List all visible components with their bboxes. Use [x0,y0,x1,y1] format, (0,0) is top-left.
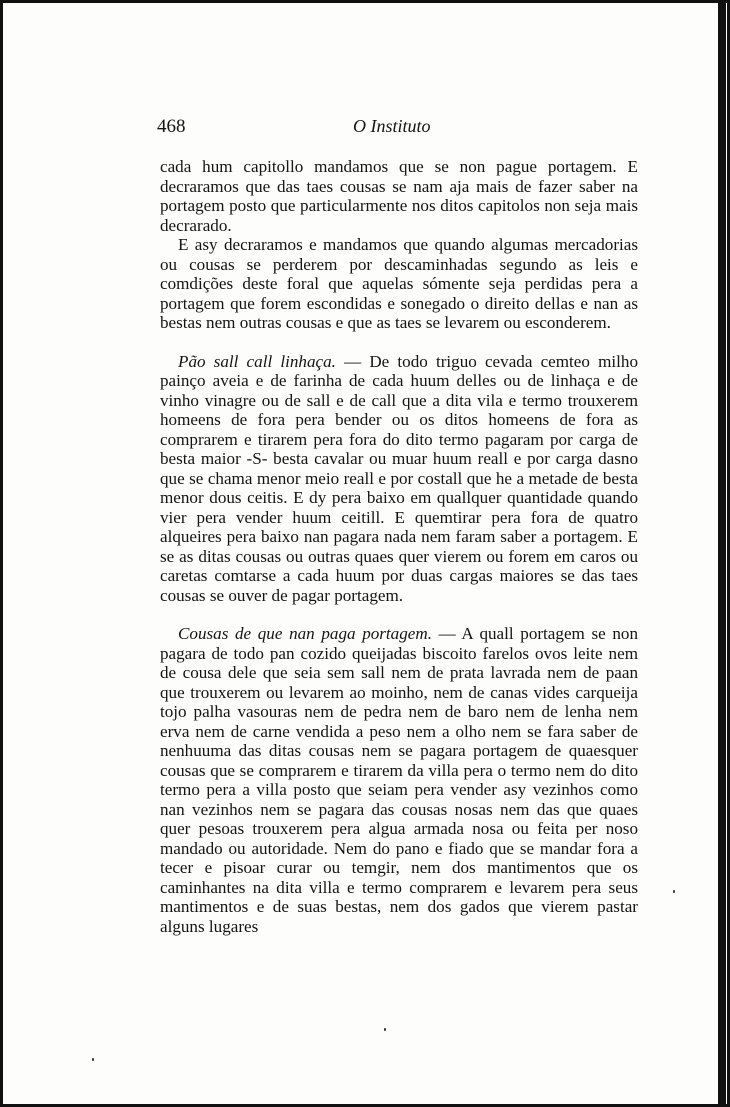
section-heading: Pão sall call linhaça. [178,351,336,371]
paragraph-text: cada hum capitollo mandamos que se non pague portagem. E decraramos que das taes cousas se nam aja mais de fazer saber na portagem posto que particularmente nos ditos capitolos non seja mais decrarado. [160,157,638,235]
scan-speck [673,890,675,893]
page-header [157,116,637,140]
paragraph-1 [160,157,638,235]
scan-speck [92,1058,94,1061]
page-number: 468 [157,116,186,137]
paragraph-text: — A quall portagem se non pagara de todo pan cozido queijadas biscoito farelos ovos leite nem de cousa dele que seia sem sall nem de prata lavrada nem de paan que trouxerem ou levarem ao moinho, nem de canas vides carqueija tojo palha vasouras nem de pedra nem de baro nem de lenha nem erva nem de carne vendida a peso nem a olho nem se fara saber de nenhuuma das ditas cousas nem se pagara portagem de quaesquer cousas que se comprarem e tirarem da villa pera o termo nem do dito termo pera a villa posto que seiam pera vender asy vezinhos como nan vezinhos nem se pagara das cousas nosas nem das que quaes quer pesoas trouxerem pera algua armada nosa ou feita per noso mandado ou autoridade. Nem do pano e fiado que se mandar fora a tecer e pisoar curar ou temgir, nem dos mantimentos que os caminhantes na dita villa e termo comprarem e levarem pera seus mantimentos e de suas bestas, nem dos gados que vierem pastar alguns lugares [160,624,638,936]
running-title: O Instituto [353,116,431,136]
section-heading: Cousas de que nan paga portagem. [178,624,432,643]
scan-edge-shadow [718,0,726,1107]
paragraph-2 [160,235,638,333]
body-text [160,157,638,936]
scan-speck [384,1028,386,1031]
paragraph-3 [160,352,638,606]
paragraph-text: — De todo triguo cevada cemteo milho painço aveia e de farinha de cada huum delles ou de linhaça e de vinho vinagre ou de sall e de call que a dita vila e termo trouxerem homeens de fora pera bender ou os ditos homeens de fora as comprarem e tirarem pera fora do dito termo pagaram por carga de besta maior -S- besta cavalar ou muar huum reall e por carga dasno que se chama menor meio reall e por costall que he a metade de besta menor dous ceitis. E dy pera baixo em quallquer quantidade quando vier pera vender huum ceitill. E quemtirar pera fora de quatro alqueires pera baixo nan pagara nada nem faram saber a portagem. E se as ditas cousas ou outras quaes quer vierem ou forem em caros ou caretas comtarse a cada huum por duas cargas maiores se das taes cousas se ouver de pagar portagem. [160,351,638,605]
paragraph-text: E asy decraramos e mandamos que quando algumas mercadorias ou cousas se perderem por descaminhadas segundo as leis e comdições deste foral que aquelas sómente seja perdidas pera a portagem que forem escondidas e sonegado o direito dellas e nan as bestas nem outras cousas e que as taes se levarem ou esconderem. [160,235,638,332]
paragraph-4 [160,624,638,936]
